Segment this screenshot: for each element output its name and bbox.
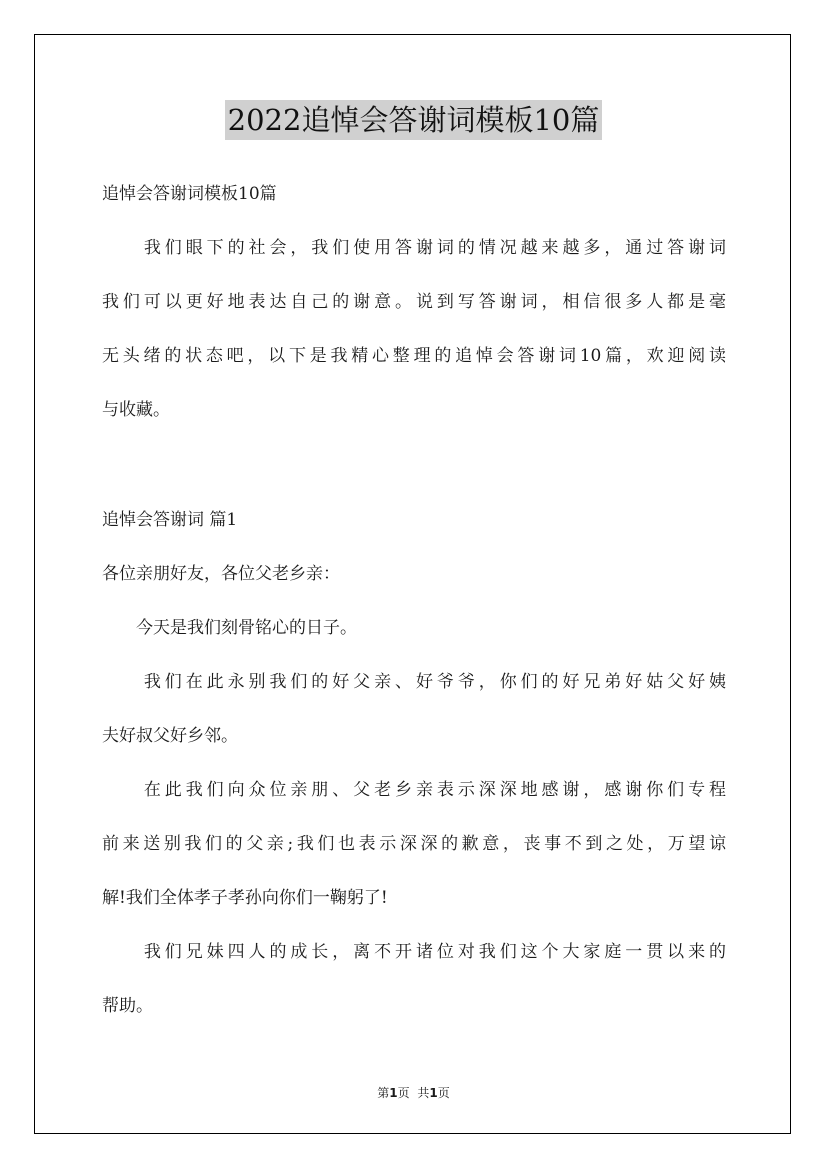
paragraph-line: 我们可以更好地表达自己的谢意。说到写答谢词，相信很多人都是毫 bbox=[102, 292, 726, 312]
footer-page-number: 1 bbox=[389, 1086, 398, 1100]
paragraph-line: 无头绪的状态吧，以下是我精心整理的追悼会答谢词10篇，欢迎阅读 bbox=[102, 346, 726, 366]
paragraph-line: 在此我们向众位亲朋、父老乡亲表示深深地感谢，感谢你们专程 bbox=[102, 780, 726, 800]
footer-total-prefix: 共 bbox=[417, 1086, 430, 1100]
paragraph-line: 我们兄妹四人的成长，离不开诸位对我们这个大家庭一贯以来的 bbox=[102, 942, 726, 962]
salutation-line: 各位亲朋好友，各位父老乡亲： bbox=[102, 564, 340, 584]
section-heading: 追悼会答谢词 篇1 bbox=[102, 510, 238, 530]
paragraph-line: 与收藏。 bbox=[102, 400, 170, 420]
paragraph-line: 前来送别我们的父亲;我们也表示深深的歉意，丧事不到之处，万望谅 bbox=[102, 834, 726, 854]
footer-total-number: 1 bbox=[429, 1086, 438, 1100]
footer-total-suffix: 页 bbox=[437, 1086, 450, 1100]
subtitle-line: 追悼会答谢词模板10篇 bbox=[102, 184, 277, 204]
paragraph-line: 解!我们全体孝子孝孙向你们一鞠躬了! bbox=[102, 888, 388, 908]
paragraph-line: 今天是我们刻骨铭心的日子。 bbox=[102, 618, 357, 638]
paragraph-line: 夫好叔父好乡邻。 bbox=[102, 726, 238, 746]
title-container bbox=[0, 100, 827, 140]
footer-page-suffix: 页 bbox=[397, 1086, 410, 1100]
footer-page-prefix: 第 bbox=[377, 1086, 390, 1100]
paragraph-line: 我们在此永别我们的好父亲、好爷爷，你们的好兄弟好姑父好姨 bbox=[102, 672, 726, 692]
paragraph-line: 我们眼下的社会，我们使用答谢词的情况越来越多，通过答谢词 bbox=[102, 238, 726, 258]
page-footer bbox=[0, 1084, 827, 1102]
paragraph-line: 帮助。 bbox=[102, 996, 153, 1016]
document-title: 2022追悼会答谢词模板10篇 bbox=[225, 100, 603, 140]
